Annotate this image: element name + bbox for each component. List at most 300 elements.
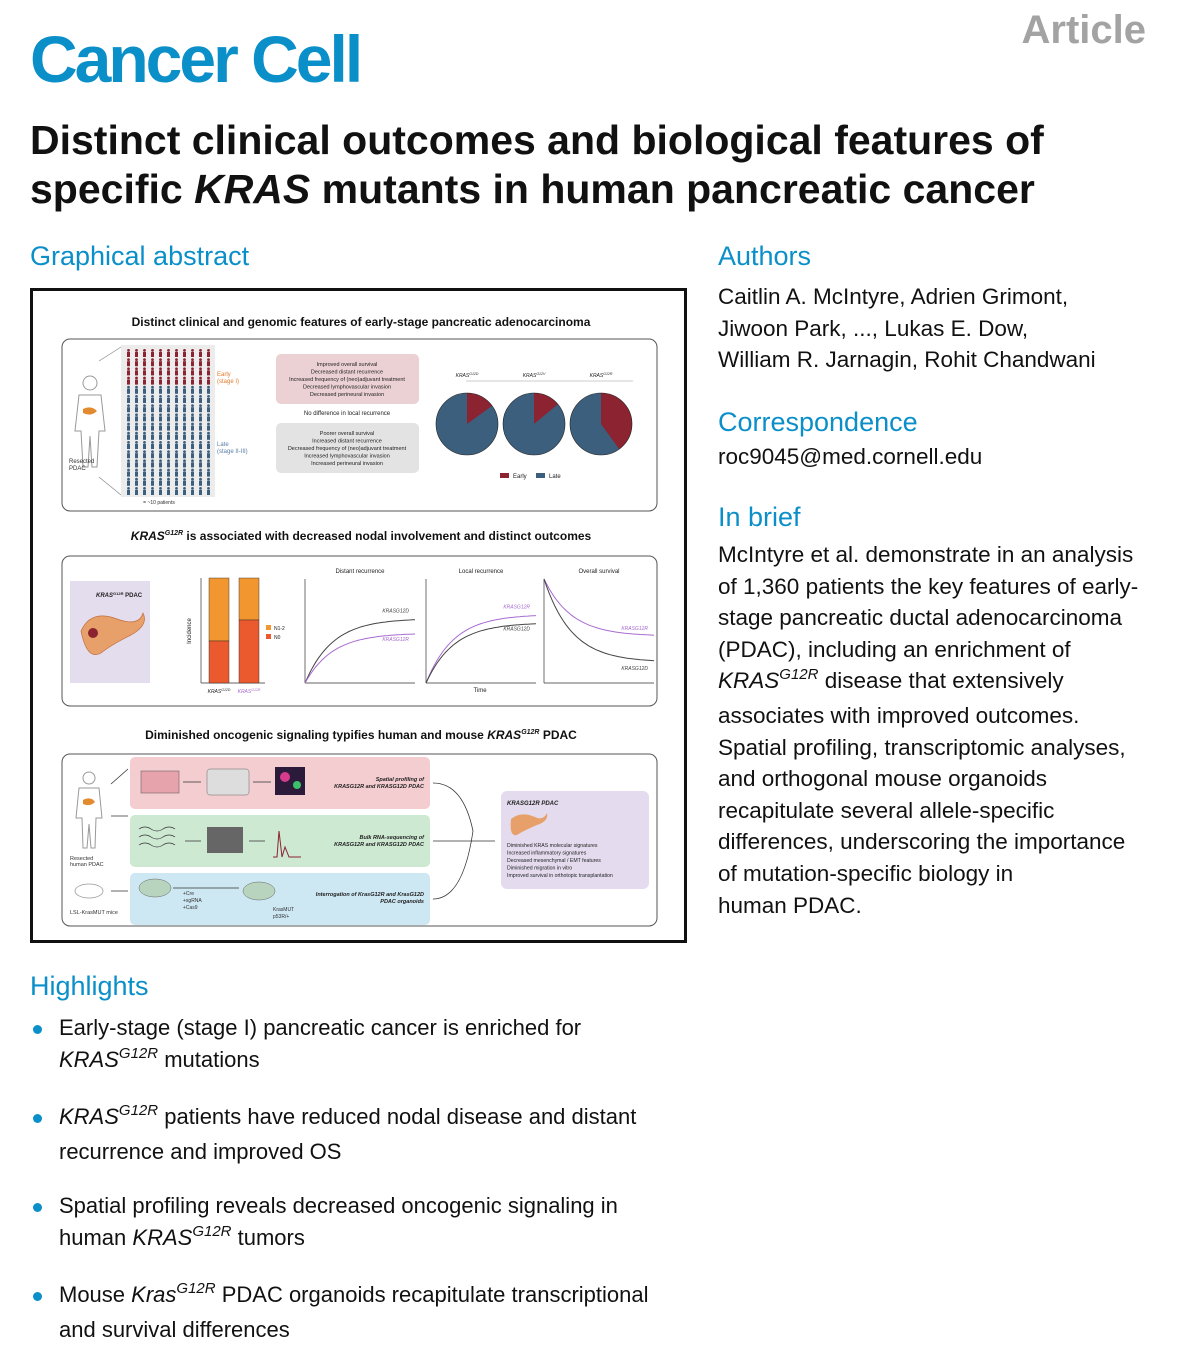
person-icon-body [183,416,186,421]
person-icon-head [159,349,162,352]
person-icon-head [135,459,138,462]
person-icon-body [183,407,186,412]
person-icon-head [135,432,138,435]
feature-item: Decreased frequency of (neo)adjuvant treatment [287,446,407,452]
person-icon-body [199,462,202,467]
person-icon-body [159,472,162,477]
person-icon-head [135,377,138,380]
person-icon-body [151,426,154,431]
person-icon-body [183,490,186,495]
person-icon-head [159,459,162,462]
in-brief-line: of 1,360 patients the key features of early- [718,573,1139,599]
person-icon-head [207,469,210,472]
person-icon-head [135,386,138,389]
panel3-title: Diminished oncogenic signaling typifies human and mouse $KRAS^{G12R}$ PDAC [145,728,577,742]
person-icon-head [183,469,186,472]
scanner-icon [207,769,249,795]
in-brief-line: stage pancreatic ductal adenocarcinoma [718,605,1123,631]
human-body-icon-2 [76,772,102,848]
person-icon-body [167,398,170,403]
person-icon-body [127,352,130,357]
person-icon-head [143,487,146,490]
person-icon-body [175,426,178,431]
person-icon-head [191,441,194,444]
person-icon-head [191,377,194,380]
person-icon-head [143,450,146,453]
feature-item: Poorer overall survival [319,431,375,437]
person-icon-head [151,377,154,380]
person-icon-head [207,404,210,407]
person-icon-body [167,361,170,366]
person-icon-head [143,478,146,481]
person-icon-body [207,453,210,458]
title-line-1: Distinct clinical outcomes and biological features of [30,117,1044,163]
person-icon-body [167,380,170,385]
person-icon-body [151,380,154,385]
person-icon-head [175,469,178,472]
person-icon-head [151,404,154,407]
person-icon-head [207,423,210,426]
person-icon-body [127,370,130,375]
person-icon-head [175,404,178,407]
person-icon-body [143,389,146,394]
person-icon-body [191,462,194,467]
panel1-resected-1: Resected [69,459,95,465]
in-brief-line: human PDAC. [718,892,862,918]
person-icon-head [143,386,146,389]
person-icon-body [127,453,130,458]
person-icon-head [159,469,162,472]
person-icon-head [175,423,178,426]
person-icon-head [191,367,194,370]
pie-label: $KRAS^{G12R}$ [589,372,613,379]
early-label: Early [217,372,231,378]
person-icon-body [127,435,130,440]
person-icon-head [191,349,194,352]
person-icon-head [199,395,202,398]
person-icon-body [167,389,170,394]
person-icon-head [151,423,154,426]
highlight-gene-sup: G12R [118,1044,159,1062]
title-line-2-post: mutants in human pancreatic cancer [310,166,1035,212]
mouse-icon [75,884,103,898]
person-icon-head [191,423,194,426]
in-brief-line [718,665,1188,700]
legend-late-label: Late [549,474,561,480]
row3-label-2: PDAC organoids [380,899,424,905]
highlight-gene-sup: G12R [192,1222,232,1240]
person-icon-body [135,481,138,486]
allele-stage-pies [436,372,632,455]
person-icon-head [191,478,194,481]
person-icon-body [167,352,170,357]
person-icon-body [167,426,170,431]
person-icon-body [151,352,154,357]
person-icon-head [167,395,170,398]
person-icon-body [175,481,178,486]
person-icon-head [135,358,138,361]
panel1-resected-2: PDAC [69,466,86,472]
bullet-icon [33,1203,42,1212]
person-icon-body [207,481,210,486]
person-icon-body [159,444,162,449]
person-icon-body [183,481,186,486]
feature-item: Increased frequency of (neo)adjuvant treatment [289,377,405,383]
title-line-2-pre: specific [30,166,195,212]
person-icon-head [135,413,138,416]
in-brief-line-rest: disease that extensively [818,668,1064,694]
person-icon-body [199,481,202,486]
person-icon-head [183,395,186,398]
in-brief-heading: In brief [718,502,801,532]
legend-late-swatch [536,473,545,478]
person-icon-body [159,416,162,421]
in-brief-line: (PDAC), including an enrichment of [718,636,1071,662]
person-icon-body [199,389,202,394]
person-icon-body [191,435,194,440]
person-icon-head [127,404,130,407]
article-type-label: Article [1021,8,1146,52]
feature-item: Increased lymphovascular invasion [304,453,390,460]
person-icon-body [135,389,138,394]
person-icon-head [175,349,178,352]
person-icon-body [207,490,210,495]
person-icon-head [151,469,154,472]
highlight-gene: KRAS [59,1046,119,1072]
person-icon-head [143,423,146,426]
person-icon-head [127,478,130,481]
organoid-genotype-1: KrasMUT [273,907,295,913]
person-icon-head [159,413,162,416]
person-icon-body [167,416,170,421]
person-icon-body [175,407,178,412]
highlight-gene: KRAS [132,1224,193,1250]
person-icon-body [127,444,130,449]
result-title: KRASG12R PDAC [507,801,559,807]
in-brief-line: of mutation-specific biology in [718,860,1014,886]
person-icon-body [151,370,154,375]
person-icon-body [151,444,154,449]
person-icon-body [143,453,146,458]
person-icon-body [175,380,178,385]
person-icon-head [143,459,146,462]
person-icon-head [167,377,170,380]
correspondence-heading: Correspondence [718,407,918,437]
person-icon-head [183,459,186,462]
person-icon-head [199,478,202,481]
feature-item: Decreased lymphovascular invasion [302,384,392,391]
person-icon-body [143,361,146,366]
person-icon-body [151,398,154,403]
bar-n12-segment [239,578,259,620]
in-brief-line: recapitulate several allele-specific [718,797,1055,823]
curve-title: Distant recurrence [335,569,385,575]
person-icon-head [167,367,170,370]
person-icon-head [191,413,194,416]
bullet-icon [33,1114,42,1123]
person-icon-body [207,361,210,366]
person-icon-head [151,413,154,416]
person-icon-body [207,416,210,421]
person-icon-head [183,404,186,407]
legend-n12-label: N1-2 [274,626,285,632]
person-icon-head [159,441,162,444]
person-icon-head [127,377,130,380]
person-icon-body [151,490,154,495]
person-icon-body [135,426,138,431]
person-icon-head [151,367,154,370]
person-icon-body [191,370,194,375]
spatial-image-icon [275,767,305,795]
person-icon-head [159,487,162,490]
human-pdac-label-2: human PDAC [70,862,104,868]
person-icon-body [191,481,194,486]
person-icon-body [167,444,170,449]
human-arrows [111,769,128,816]
person-icon-body [143,370,146,375]
late-label: Late [217,442,229,448]
person-icon-head [127,487,130,490]
feature-item: Increased distant recurrence [312,438,382,445]
result-item: Improved survival in orthotopic transplantation [507,873,613,879]
person-icon-head [191,395,194,398]
person-icon-head [183,487,186,490]
title-gene: KRAS [194,166,311,212]
person-icon-head [199,404,202,407]
person-icon-head [199,377,202,380]
person-icon-head [127,358,130,361]
authors-line-2: Jiwoon Park, ..., Lukas E. Dow, [718,315,1029,341]
cre-label: +Cre [183,891,194,897]
person-icon-head [175,432,178,435]
person-icon-body [175,435,178,440]
bar-label: $KRAS^{G12D}$ [207,688,231,695]
person-icon-body [167,472,170,477]
person-icon-head [207,441,210,444]
person-icon-head [127,450,130,453]
person-icon-body [127,407,130,412]
cas9-label: +Cas9 [183,905,198,911]
highlight-gene: Kras [131,1282,177,1307]
person-icon-body [143,407,146,412]
highlight-item [30,1012,700,1078]
person-icon-body [167,435,170,440]
curve-title: Local recurrence [458,569,504,575]
person-icon-body [127,426,130,431]
person-icon-body [127,481,130,486]
person-icon-body [143,490,146,495]
person-icon-head [143,367,146,370]
person-icon-body [207,426,210,431]
person-icon-head [175,487,178,490]
person-icon-body [127,361,130,366]
person-icon-head [175,413,178,416]
person-icon-body [135,361,138,366]
merge-arrows [433,783,495,899]
person-icon-head [175,441,178,444]
person-icon-body [199,416,202,421]
person-icon-body [199,370,202,375]
sgrna-label: +sgRNA [183,898,202,904]
person-icon-head [199,423,202,426]
curve-label: KRASG12R [382,637,409,644]
person-icon-body [199,444,202,449]
person-icon-body [135,398,138,403]
curve-title: Overall survival [578,569,620,575]
person-icon-body [159,435,162,440]
person-icon-head [191,386,194,389]
result-item: Diminished migration in vitro [507,865,573,872]
row1-label: Spatial profiling of [375,777,424,783]
person-icon-body [191,407,194,412]
in-brief-line: Spatial profiling, transcriptomic analyses, [718,734,1126,760]
curve-label: KRASG12R [503,604,530,611]
panel2-title: $KRAS^{G12R}$ is associated with decreased nodal involvement and distinct outcomes [130,529,592,543]
person-icon-body [135,444,138,449]
person-icon-body [167,370,170,375]
panel1-connector-bottom [99,477,121,495]
person-icon-body [199,352,202,357]
person-icon-head [191,450,194,453]
person-icon-head [191,487,194,490]
person-icon-body [207,352,210,357]
panel2-frame [62,556,657,706]
person-icon-body [127,490,130,495]
row2-label-2: KRASG12R and KRASG12D PDAC [334,842,424,848]
person-icon-head [183,358,186,361]
highlight-text: Spatial profiling reveals decreased oncogenic signaling in [59,1193,618,1218]
bullet-icon [33,1025,42,1034]
person-icon-body [127,462,130,467]
person-icon-body [175,462,178,467]
feature-item: Decreased perineural invasion [309,392,385,398]
person-icon-body [191,490,194,495]
local-recurrence-note: No difference in local recurrence [303,411,391,417]
person-icon-body [183,453,186,458]
person-icon-head [159,395,162,398]
person-icon-head [167,358,170,361]
person-icon-head [127,423,130,426]
person-icon-body [175,416,178,421]
person-icon-head [151,349,154,352]
person-icon-head [151,487,154,490]
authors-list [718,281,1178,376]
person-icon-head [159,386,162,389]
person-icon-body [183,398,186,403]
person-icon-body [151,435,154,440]
human-pdac-label-1: Resected [70,856,94,862]
human-body-icon [75,376,105,467]
person-icon-body [135,416,138,421]
correspondence-email[interactable]: roc9045@med.cornell.edu [718,444,983,469]
curve-label: KRASG12D [621,666,648,673]
person-icon-head [135,441,138,444]
person-icon-body [151,361,154,366]
person-icon-head [199,413,202,416]
highlight-gene-sup: G12R [118,1102,159,1119]
person-icon-body [159,352,162,357]
person-icon-head [159,432,162,435]
person-icon-body [191,380,194,385]
person-icon-body [183,472,186,477]
spatial-cell-2 [293,781,301,789]
person-icon-head [183,377,186,380]
person-icon-head [159,377,162,380]
person-icon-head [143,358,146,361]
person-icon-body [191,361,194,366]
person-icon-head [151,441,154,444]
person-icon-body [191,416,194,421]
authors-line-3: William R. Jarnagin, Rohit Chandwani [718,347,1096,373]
highlight-text: recurrence and improved OS [59,1138,342,1164]
person-icon-head [199,367,202,370]
person-icon-head [127,367,130,370]
curve-line [305,620,415,683]
person-icon-head [191,358,194,361]
person-icon-head [183,413,186,416]
highlight-text: human [59,1224,133,1250]
person-icon-body [183,370,186,375]
curve-line [544,579,654,661]
person-icon-body [159,398,162,403]
highlight-gene: KRAS [59,1104,119,1129]
person-icon-body [207,407,210,412]
person-icon-body [143,435,146,440]
person-icon-body [159,389,162,394]
person-icon-head [191,404,194,407]
person-icon-head [175,367,178,370]
graphical-abstract [30,288,687,943]
person-icon-body [207,389,210,394]
person-icon-head [151,478,154,481]
legend-n0-label: N0 [274,635,281,641]
person-icon-head [135,487,138,490]
person-icon-head [127,395,130,398]
person-icon-body [135,380,138,385]
person-icon-head [167,386,170,389]
person-icon-head [207,358,210,361]
person-icon-body [183,462,186,467]
person-icon-head [143,349,146,352]
organoid-dish-1 [139,879,171,897]
person-icon-head [191,459,194,462]
person-icon-body [143,398,146,403]
person-icon-head [151,459,154,462]
person-icon-body [191,426,194,431]
in-brief-text [718,539,1188,921]
person-icon-head [143,377,146,380]
curve-label: KRASG12R [621,626,648,633]
row2-label: Bulk RNA-sequencing of [359,835,424,841]
person-icon-head [199,349,202,352]
person-icon-body [127,389,130,394]
person-icon-head [183,367,186,370]
person-icon-head [143,432,146,435]
person-icon-head [167,413,170,416]
person-icon-head [167,404,170,407]
early-sublabel: (stage I) [217,379,240,385]
person-icon-head [151,386,154,389]
person-icon-body [175,472,178,477]
person-icon-head [151,395,154,398]
person-icon-body [151,407,154,412]
person-icon-body [191,352,194,357]
person-icon-body [127,416,130,421]
person-icon-head [175,478,178,481]
person-icon-head [207,487,210,490]
highlight-text: patients have reduced nodal disease and distant [158,1104,637,1129]
slide-icon [141,771,179,793]
